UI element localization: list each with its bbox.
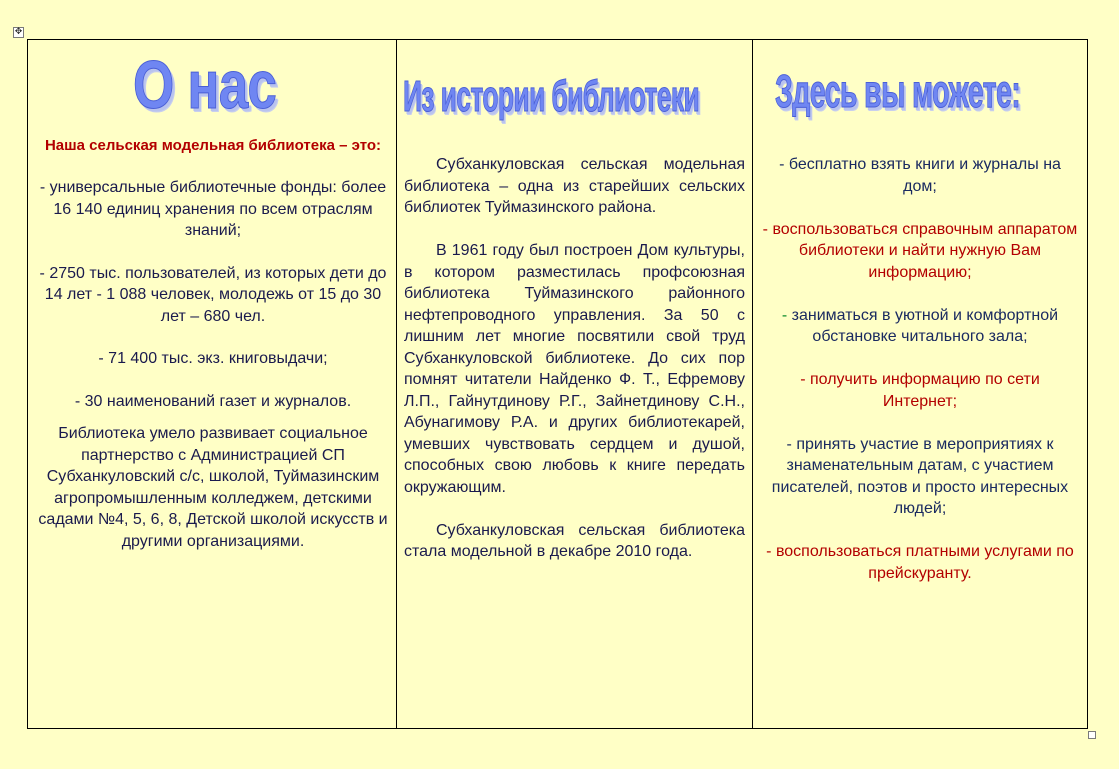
service-item: - воспользоваться справочным аппаратом библиотеки и найти нужную Вам информацию; xyxy=(762,220,1078,281)
service-item xyxy=(761,305,1079,348)
history-paragraph: Субханкуловская сельская модельная библиотека – одна из старейших сельских библиотек Туймазинского района. xyxy=(404,156,745,216)
column-history xyxy=(397,40,753,728)
about-item-loans: - 71 400 тыс. экз. книговыдачи; xyxy=(98,350,328,367)
about-intro: Наша сельская модельная библиотека – это: xyxy=(44,137,382,154)
about-partnership: Библиотека умело развивает социальное партнерство с Администрацией СП Субханкуловский с/с, школой, Туймазинским агропромышленным колледжем, детскими садами №4, 5, 6, 8, Детской школой искусств и другими организациями. xyxy=(38,425,388,550)
service-item: - принять участие в мероприятиях к знаменательным датам, с участием писателей, поэтов и просто интересных людей; xyxy=(771,435,1069,517)
about-item-users: - 2750 тыс. пользователей, из которых дети до 14 лет - 1 088 человек, молодежь от 15 до 30 лет – 680 чел. xyxy=(39,264,387,325)
table-move-handle-icon[interactable]: ✥ xyxy=(14,27,23,37)
about-text xyxy=(34,135,392,552)
brochure-table xyxy=(27,39,1088,729)
column-about xyxy=(28,40,397,728)
service-item: - бесплатно взять книги и журналы на дом; xyxy=(779,156,1061,195)
service-item: - получить информацию по сети Интернет; xyxy=(800,371,1040,410)
services-heading: Здесь вы можете: xyxy=(775,65,1021,117)
service-item: - воспользоваться платными услугами по прейскуранту. xyxy=(766,543,1074,582)
service-item-dash: - xyxy=(781,306,788,324)
history-paragraph: Субханкуловская сельская библиотека стала модельной в декабре 2010 года. xyxy=(404,521,745,560)
about-item-fonds: - универсальные библиотечные фонды: более 16 140 единиц хранения по всем отраслям знаний; xyxy=(39,179,387,239)
history-paragraph: В 1961 году был построен Дом культуры, в котором разместилась профсоюзная библиотека Туймазинского районного нефтепроводного управления. За 50 с лишним лет многие посвятили свой труд Субханкуловской библиотеке. До сих пор помнят читатели Найденко Ф. Т., Ефремову Л.П., Гайнутдинову Р.Г., Зайнетдинову С.Н., Абунагимову Р.А. и других библиотекарей, умевших чувствовать сердцем и душой, способных свою любовь к книге передать окружающим. xyxy=(404,242,745,496)
history-heading: Из истории библиотеки xyxy=(403,72,700,121)
service-item-text: заниматься в уютной и комфортной обстановке читального зала; xyxy=(787,306,1059,345)
column-services xyxy=(753,40,1087,728)
history-text xyxy=(404,154,745,584)
about-heading: О нас xyxy=(133,47,277,123)
table-resize-handle[interactable] xyxy=(1088,731,1096,739)
about-item-periodicals: - 30 наименований газет и журналов. xyxy=(74,392,352,410)
services-text xyxy=(761,154,1079,606)
